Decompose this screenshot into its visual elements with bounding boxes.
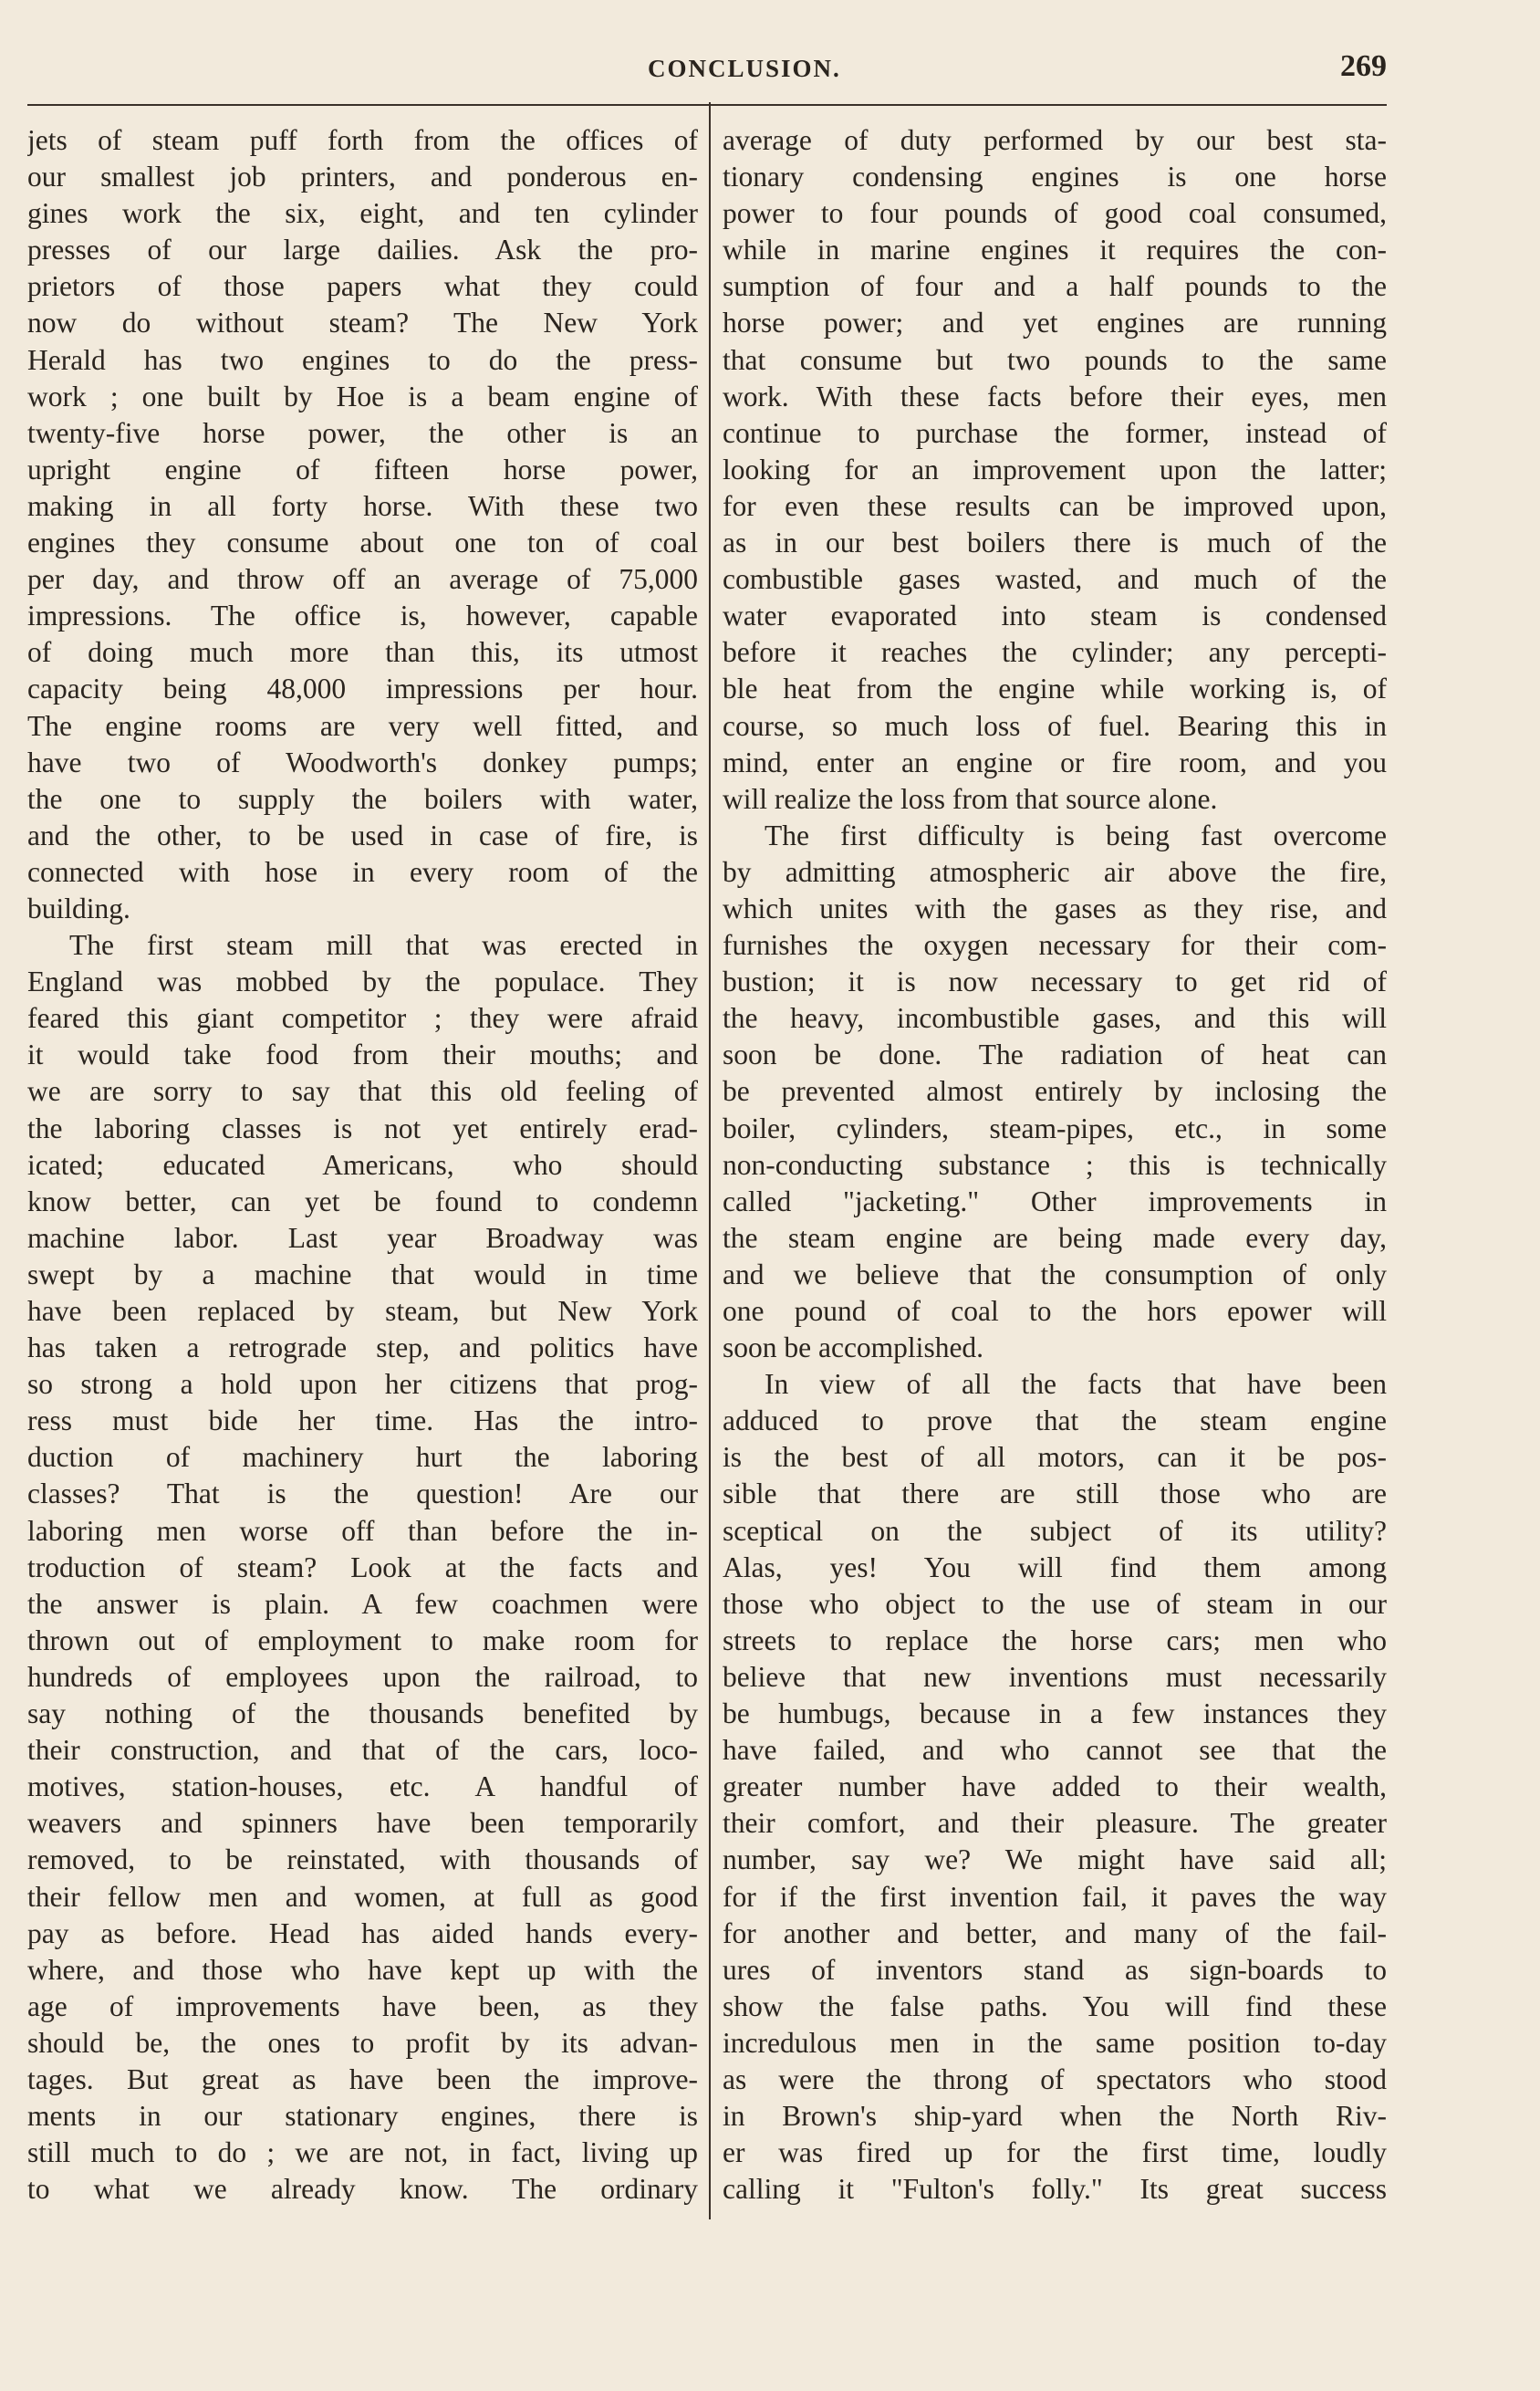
text-line: should be, the ones to profit by its advan- — [27, 2026, 698, 2059]
text-line: for even these results can be improved upon, — [723, 489, 1387, 522]
text-line: troduction of steam? Look at the facts and — [27, 1550, 698, 1583]
text-line: be prevented almost entirely by inclosing the — [723, 1075, 1387, 1108]
text-line: power to four pounds of good coal consumed, — [723, 197, 1387, 230]
page-header — [27, 49, 1387, 86]
text-line: course, so much loss of fuel. Bearing this in — [723, 709, 1387, 742]
text-line: gines work the six, eight, and ten cylinder — [27, 197, 698, 230]
text-line: jets of steam puff forth from the offices of — [27, 124, 698, 156]
text-line: thrown out of employment to make room for — [27, 1624, 698, 1656]
header-rule — [27, 104, 1387, 106]
text-line: called "jacketing." Other improvements in — [723, 1185, 1387, 1217]
text-line: adduced to prove that the steam engine — [723, 1404, 1387, 1437]
text-line: to what we already know. The ordinary — [27, 2173, 698, 2206]
text-line: their construction, and that of the cars, loco- — [27, 1734, 698, 1767]
text-line: water evaporated into steam is condensed — [723, 600, 1387, 632]
text-line: in Brown's ship-yard when the North Riv- — [723, 2100, 1387, 2133]
text-line: twenty-five horse power, the other is an — [27, 416, 698, 449]
text-line: the laboring classes is not yet entirely erad- — [27, 1112, 698, 1144]
text-line: er was fired up for the first time, loudly — [723, 2136, 1387, 2169]
text-line: combustible gases wasted, and much of the — [723, 563, 1387, 596]
text-line: work. With these facts before their eyes, men — [723, 380, 1387, 412]
text-line: for another and better, and many of the fail- — [723, 1916, 1387, 1949]
text-line: soon be done. The radiation of heat can — [723, 1039, 1387, 1071]
text-line: making in all forty horse. With these two — [27, 489, 698, 522]
text-line: presses of our large dailies. Ask the pro- — [27, 234, 698, 266]
text-line: removed, to be reinstated, with thousands of — [27, 1843, 698, 1876]
text-line: sible that there are still those who are — [723, 1477, 1387, 1510]
text-line: upright engine of fifteen horse power, — [27, 453, 698, 486]
text-line: sumption of four and a half pounds to the — [723, 270, 1387, 303]
text-line: swept by a machine that would in time — [27, 1258, 698, 1290]
text-line: their comfort, and their pleasure. The greater — [723, 1807, 1387, 1840]
text-line: have two of Woodworth's donkey pumps; — [27, 746, 698, 778]
text-line: The engine rooms are very well fitted, and — [27, 709, 698, 742]
text-line: while in marine engines it requires the con- — [723, 234, 1387, 266]
text-line: icated; educated Americans, who should — [27, 1148, 698, 1181]
text-line: has taken a retrograde step, and politics have — [27, 1331, 698, 1364]
text-line: ress must bide her time. Has the intro- — [27, 1404, 698, 1437]
text-line: is the best of all motors, can it be pos- — [723, 1441, 1387, 1474]
text-line: bustion; it is now necessary to get rid of — [723, 966, 1387, 998]
text-line: show the false paths. You will find these — [723, 1989, 1387, 2022]
text-line: where, and those who have kept up with the — [27, 1953, 698, 1986]
text-line: classes? That is the question! Are our — [27, 1477, 698, 1510]
text-line: building. — [27, 892, 130, 924]
text-line: capacity being 48,000 impressions per hour. — [27, 673, 698, 705]
text-line: and the other, to be used in case of fire, is — [27, 819, 698, 851]
text-line: those who object to the use of steam in our — [723, 1587, 1387, 1620]
text-line: Herald has two engines to do the press- — [27, 343, 698, 376]
text-line: the one to supply the boilers with water, — [27, 782, 698, 815]
text-line: prietors of those papers what they could — [27, 270, 698, 303]
text-line: so strong a hold upon her citizens that prog- — [27, 1368, 698, 1401]
text-line: age of improvements have been, as they — [27, 1989, 698, 2022]
text-line: now do without steam? The New York — [27, 307, 698, 339]
text-line: streets to replace the horse cars; men who — [723, 1624, 1387, 1656]
text-line: machine labor. Last year Broadway was — [27, 1221, 698, 1254]
text-line: average of duty performed by our best sta- — [723, 124, 1387, 156]
text-line: believe that new inventions must necessarily — [723, 1660, 1387, 1693]
text-line: which unites with the gases as they rise, and — [723, 892, 1387, 924]
text-line: our smallest job printers, and ponderous en- — [27, 161, 698, 193]
text-line: laboring men worse off than before the in- — [27, 1514, 698, 1547]
text-line: tionary condensing engines is one horse — [723, 161, 1387, 193]
text-line: furnishes the oxygen necessary for their com- — [723, 929, 1387, 962]
text-line: engines they consume about one ton of coal — [27, 527, 698, 559]
text-line: be humbugs, because in a few instances they — [723, 1697, 1387, 1730]
text-line: feared this giant competitor ; they were afraid — [27, 1002, 698, 1035]
text-line: pay as before. Head has aided hands every- — [27, 1916, 698, 1949]
text-line: their fellow men and women, at full as good — [27, 1880, 698, 1913]
text-line: before it reaches the cylinder; any percepti- — [723, 636, 1387, 669]
text-line: still much to do ; we are not, in fact, living up — [27, 2136, 698, 2169]
text-line: have been replaced by steam, but New York — [27, 1295, 698, 1327]
text-line: it would take food from their mouths; and — [27, 1039, 698, 1071]
text-line: non-conducting substance ; this is technically — [723, 1148, 1387, 1181]
text-line: impressions. The office is, however, capable — [27, 600, 698, 632]
text-line: ures of inventors stand as sign-boards to — [723, 1953, 1387, 1986]
text-line: the heavy, incombustible gases, and this will — [723, 1002, 1387, 1035]
text-line: we are sorry to say that this old feeling of — [27, 1075, 698, 1108]
text-line: motives, station-houses, etc. A handful of — [27, 1770, 698, 1803]
text-line: that consume but two pounds to the same — [723, 343, 1387, 376]
text-line: In view of all the facts that have been — [765, 1368, 1387, 1401]
text-line: continue to purchase the former, instead of — [723, 416, 1387, 449]
text-line: looking for an improvement upon the latter; — [723, 453, 1387, 486]
text-line: will realize the loss from that source alone. — [723, 782, 1218, 815]
page-number: 269 — [1340, 49, 1387, 83]
text-line: the answer is plain. A few coachmen were — [27, 1587, 698, 1620]
text-line: say nothing of the thousands benefited by — [27, 1697, 698, 1730]
left-column — [27, 122, 698, 2208]
text-line: sceptical on the subject of its utility? — [723, 1514, 1387, 1547]
text-line: the steam engine are being made every day, — [723, 1221, 1387, 1254]
text-line: as were the throng of spectators who stood — [723, 2062, 1387, 2095]
running-head: CONCLUSION. — [648, 55, 841, 82]
text-line: England was mobbed by the populace. They — [27, 966, 698, 998]
text-line: per day, and throw off an average of 75,000 — [27, 563, 698, 596]
text-line: duction of machinery hurt the laboring — [27, 1441, 698, 1474]
text-line: boiler, cylinders, steam-pipes, etc., in some — [723, 1112, 1387, 1144]
text-line: horse power; and yet engines are running — [723, 307, 1387, 339]
column-divider — [709, 102, 711, 2219]
text-line: number, say we? We might have said all; — [723, 1843, 1387, 1876]
text-line: work ; one built by Hoe is a beam engine of — [27, 380, 698, 412]
text-line: hundreds of employees upon the railroad, to — [27, 1660, 698, 1693]
text-line: ments in our stationary engines, there is — [27, 2100, 698, 2133]
text-line: incredulous men in the same position to-day — [723, 2026, 1387, 2059]
text-line: connected with hose in every room of the — [27, 855, 698, 888]
right-column — [723, 122, 1387, 2208]
text-line: ble heat from the engine while working is, of — [723, 673, 1387, 705]
text-line: and we believe that the consumption of only — [723, 1258, 1387, 1290]
text-line: as in our best boilers there is much of the — [723, 527, 1387, 559]
text-line: The first steam mill that was erected in — [69, 929, 698, 962]
text-line: greater number have added to their wealth, — [723, 1770, 1387, 1803]
text-line: tages. But great as have been the improve- — [27, 2062, 698, 2095]
text-line: Alas, yes! You will find them among — [723, 1550, 1387, 1583]
text-line: weavers and spinners have been temporarily — [27, 1807, 698, 1840]
text-line: of doing much more than this, its utmost — [27, 636, 698, 669]
text-line: one pound of coal to the hors epower will — [723, 1295, 1387, 1327]
text-line: for if the first invention fail, it paves the way — [723, 1880, 1387, 1913]
text-line: have failed, and who cannot see that the — [723, 1734, 1387, 1767]
text-line: by admitting atmospheric air above the fire, — [723, 855, 1387, 888]
text-line: know better, can yet be found to condemn — [27, 1185, 698, 1217]
text-line: mind, enter an engine or fire room, and you — [723, 746, 1387, 778]
text-line: The first difficulty is being fast overcome — [765, 819, 1387, 851]
text-line: calling it "Fulton's folly." Its great success — [723, 2173, 1387, 2206]
text-line: soon be accomplished. — [723, 1331, 984, 1364]
